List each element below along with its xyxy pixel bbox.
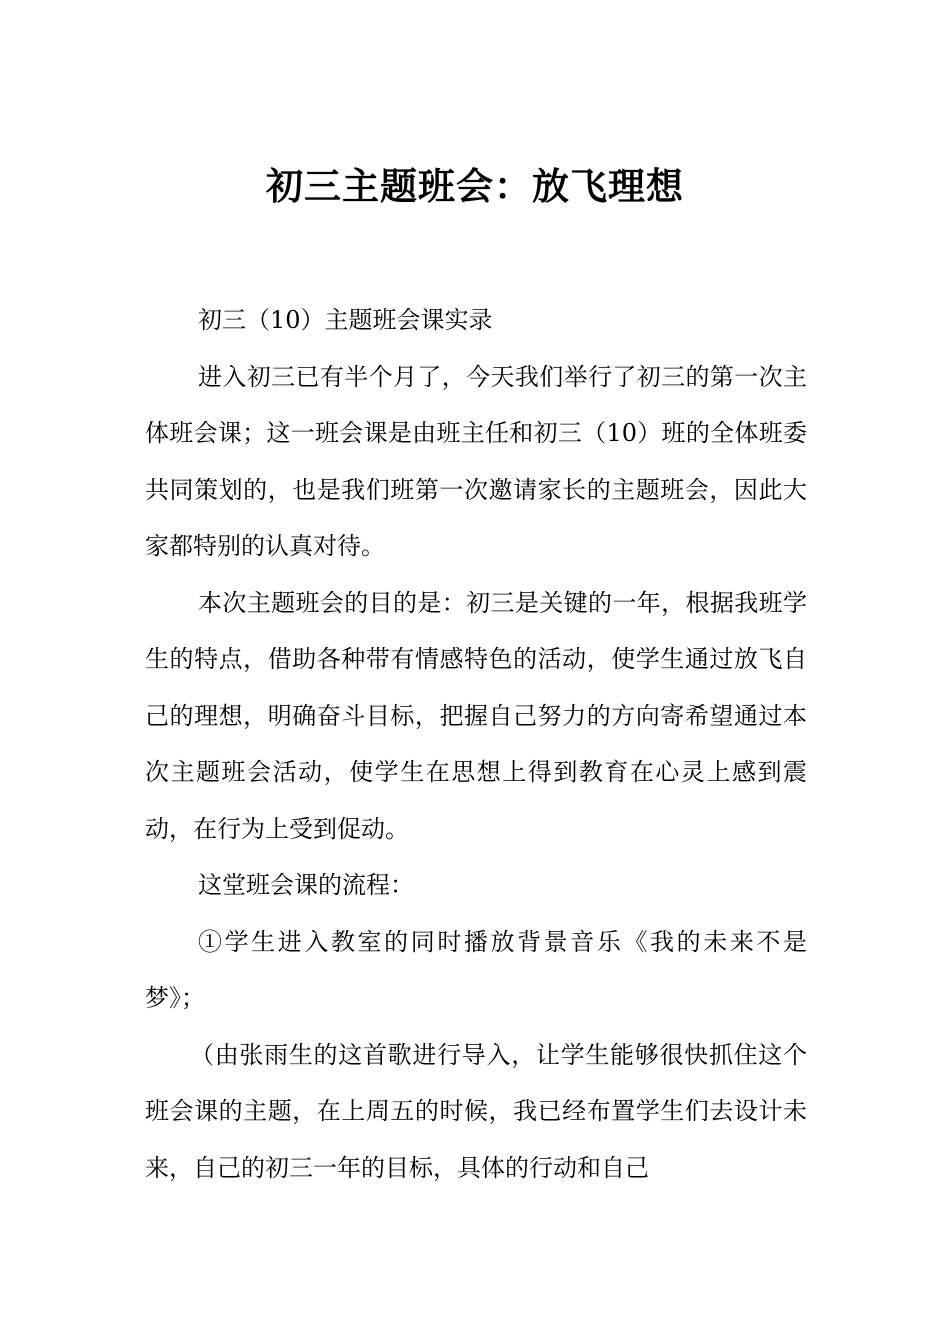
subtitle-paragraph: 初三（10）主题班会课实录 xyxy=(198,306,493,334)
step-one-paragraph: ①学生进入教室的同时播放背景音乐《我的未来不是梦》； xyxy=(145,927,807,1012)
intro-paragraph: 进入初三已有半个月了，今天我们举行了初三的第一次主体班会课；这一班会课是由班主任和初三（10）班的全体班委共同策划的，也是我们班第一次邀请家长的主题班会，因此大家都特别的认真对待。 xyxy=(145,362,807,560)
document-body xyxy=(145,292,807,1196)
process-heading-paragraph: 这堂班会课的流程： xyxy=(198,871,414,899)
purpose-paragraph: 本次主题班会的目的是：初三是关键的一年，根据我班学生的特点，借助各种带有情感特色的活动，使学生通过放飞自己的理想，明确奋斗目标，把握自己努力的方向寄希望通过本次主题班会活动，使学生在思想上得到教育在心灵上感到震动，在行为上受到促动。 xyxy=(145,588,807,843)
document-title: 初三主题班会：放飞理想 xyxy=(266,164,684,208)
step-one-note-paragraph: （由张雨生的这首歌进行导入，让学生能够很快抓住这个班会课的主题，在上周五的时候，我已经布置学生们去设计未来，自己的初三一年的目标，具体的行动和自己 xyxy=(145,1040,807,1182)
